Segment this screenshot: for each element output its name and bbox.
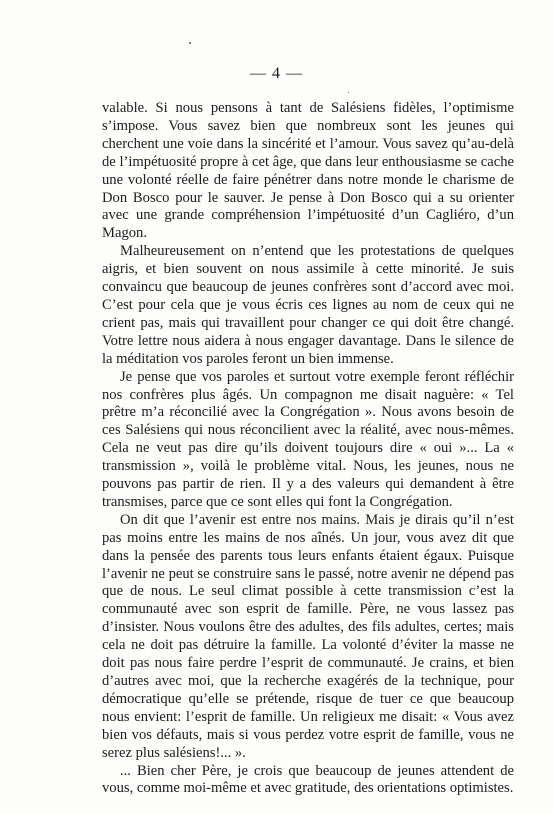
body-text: [102, 100, 514, 798]
paragraph: ... Bien cher Père, je crois que beaucoup de jeunes attendent de vous, comme moi-même et avec gratitude, des orientations optimistes.: [102, 762, 514, 797]
page-number: — 4 —: [250, 65, 303, 82]
paragraph: Malheureusement on n’entend que les protestations de quelques aigris, et bien souvent on nous assimile à cette minorité. Je suis convaincu que beaucoup de jeunes confrères sont d’accord avec moi. C’est pour cela que je vous écris ces lignes au nom de ceux qui ne crient pas, mais qui travaillent pour changer ce qui doit être changé. Votre lettre nous aidera à nous engager davantage. Dans le silence de la méditation vos paroles feront un bien immense.: [102, 243, 514, 367]
paper-speck: [189, 42, 191, 44]
paragraph-continuation: valable. Si nous pensons à tant de Salésiens fidèles, l’optimisme s’impose. Vous savez bien que nombreux sont les jeunes qui cherchent une voie dans la sincérité et l’amour. Vous savez qu’au-delà de l’impétuosité propre à cet âge, que dans leur enthousiasme se cache une volonté réelle de faire pénétrer dans notre monde le charisme de Don Bosco pour le sauver. Je pense à Don Bosco qui a su orienter avec une grande compréhension l’impétuosité d’un Cagliéro, d’un Magon.: [102, 100, 514, 242]
paragraph: On dit que l’avenir est entre nos mains. Mais je dirais qu’il n’est pas moins entre les mains de nos aînés. Un jour, vous avez dit que dans la pensée des parents tous leurs enfants étaient égaux. Puisque l’avenir ne peut se construire sans le passé, notre avenir ne dépend pas que de nous. Le seul climat possible à cette transmission c’est la communauté avec son esprit de famille. Père, ne vous lassez pas d’insister. Nous voulons être des adultes, des fils adultes, certes; mais cela ne doit pas détruire la famille. La volonté d’éviter la masse ne doit pas nous faire perdre l’esprit de communauté. Je crains, et bien d’autres avec moi, que la recherche exagérés de la technique, pour démocratique qu’elle se prétende, risque de tuer ce que beaucoup nous envient: l’esprit de famille. Un religieux me disait: « Vous avez bien vos défauts, mais si vous perdez votre esprit de famille, vous ne serez plus salésiens!... ».: [102, 511, 514, 761]
paper-speck: [348, 92, 349, 93]
paragraph: Je pense que vos paroles et surtout votre exemple feront réfléchir nos confrères plus âgés. Un compagnon me disait naguère: « Tel prêtre m’a réconcilié avec la Congrégation ». Nous avons besoin de ces Salésiens qui nous réconcilient avec la réalité, avec nous-mêmes. Cela ne veut pas dire qu’ils doivent toujours dire « oui »... La « transmission », voilà le problème vital. Nous, les jeunes, nous ne pouvons pas partir de rien. Il y a des valeurs qui demandent à être transmises, parce que ce sont elles qui font la Congrégation.: [102, 368, 514, 510]
